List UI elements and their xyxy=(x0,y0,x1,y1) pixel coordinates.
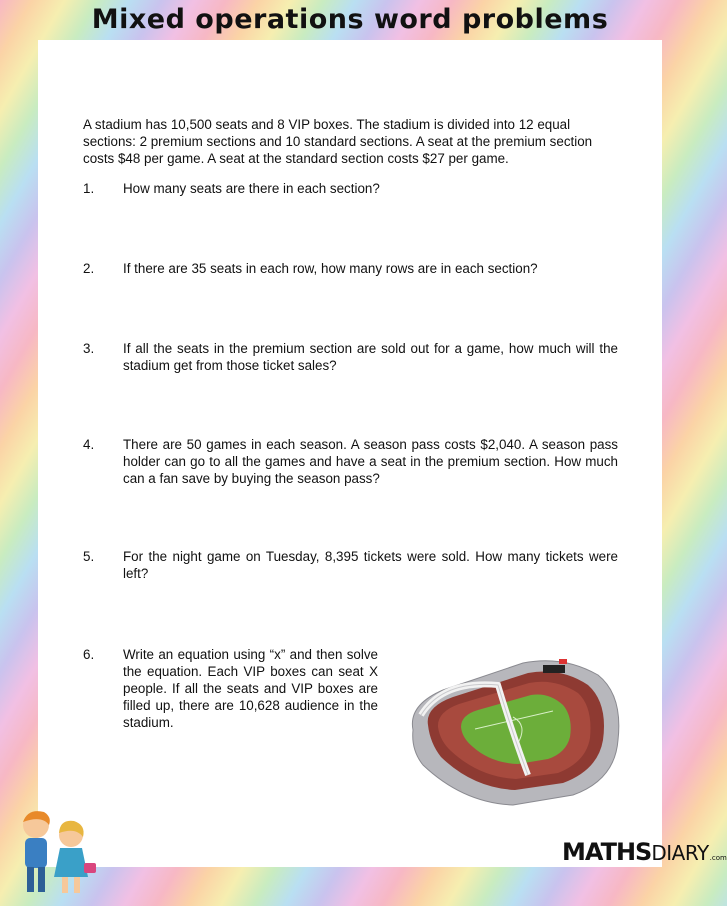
question-number: 4. xyxy=(83,437,95,452)
question-text: If all the seats in the premium section are sold out for a game, how much will the stadium get from those ticket sales? xyxy=(123,341,618,373)
question-number: 2. xyxy=(83,261,95,276)
worksheet xyxy=(38,40,662,867)
logo-part-1: MATHS xyxy=(562,838,652,866)
question-text: There are 50 games in each season. A season pass costs $2,040. A season pass holder can go to all the games and have a seat in the premium section. How much can a fan save by buying the season pass? xyxy=(123,437,618,486)
logo-part-2: DIARY xyxy=(651,841,709,865)
stadium-illustration xyxy=(403,645,628,805)
question-text: For the night game on Tuesday, 8,395 tickets were sold. How many tickets were left? xyxy=(123,549,618,581)
mathsdiary-logo xyxy=(562,838,727,868)
intro-paragraph: A stadium has 10,500 seats and 8 VIP boxes. The stadium is divided into 12 equal sections: 2 premium sections and 10 standard sections. A seat at the premium section costs $48 per game. A seat at the standard section costs $27 per game. xyxy=(83,117,593,166)
question-number: 3. xyxy=(83,341,95,356)
question-number: 5. xyxy=(83,549,95,564)
logo-part-3: .com xyxy=(709,854,727,862)
question-text: Write an equation using “x” and then solve the equation. Each VIP boxes can seat X people. If all the seats and VIP boxes are filled up, there are 10,628 audience in the stadium. xyxy=(123,647,378,730)
question-text: If there are 35 seats in each row, how many rows are in each section? xyxy=(123,261,538,276)
question-number: 1. xyxy=(83,181,95,196)
kids-illustration xyxy=(8,805,103,900)
page-title: Mixed operations word problems xyxy=(91,4,609,35)
question-text: How many seats are there in each section? xyxy=(123,181,380,196)
question-number: 6. xyxy=(83,647,95,662)
